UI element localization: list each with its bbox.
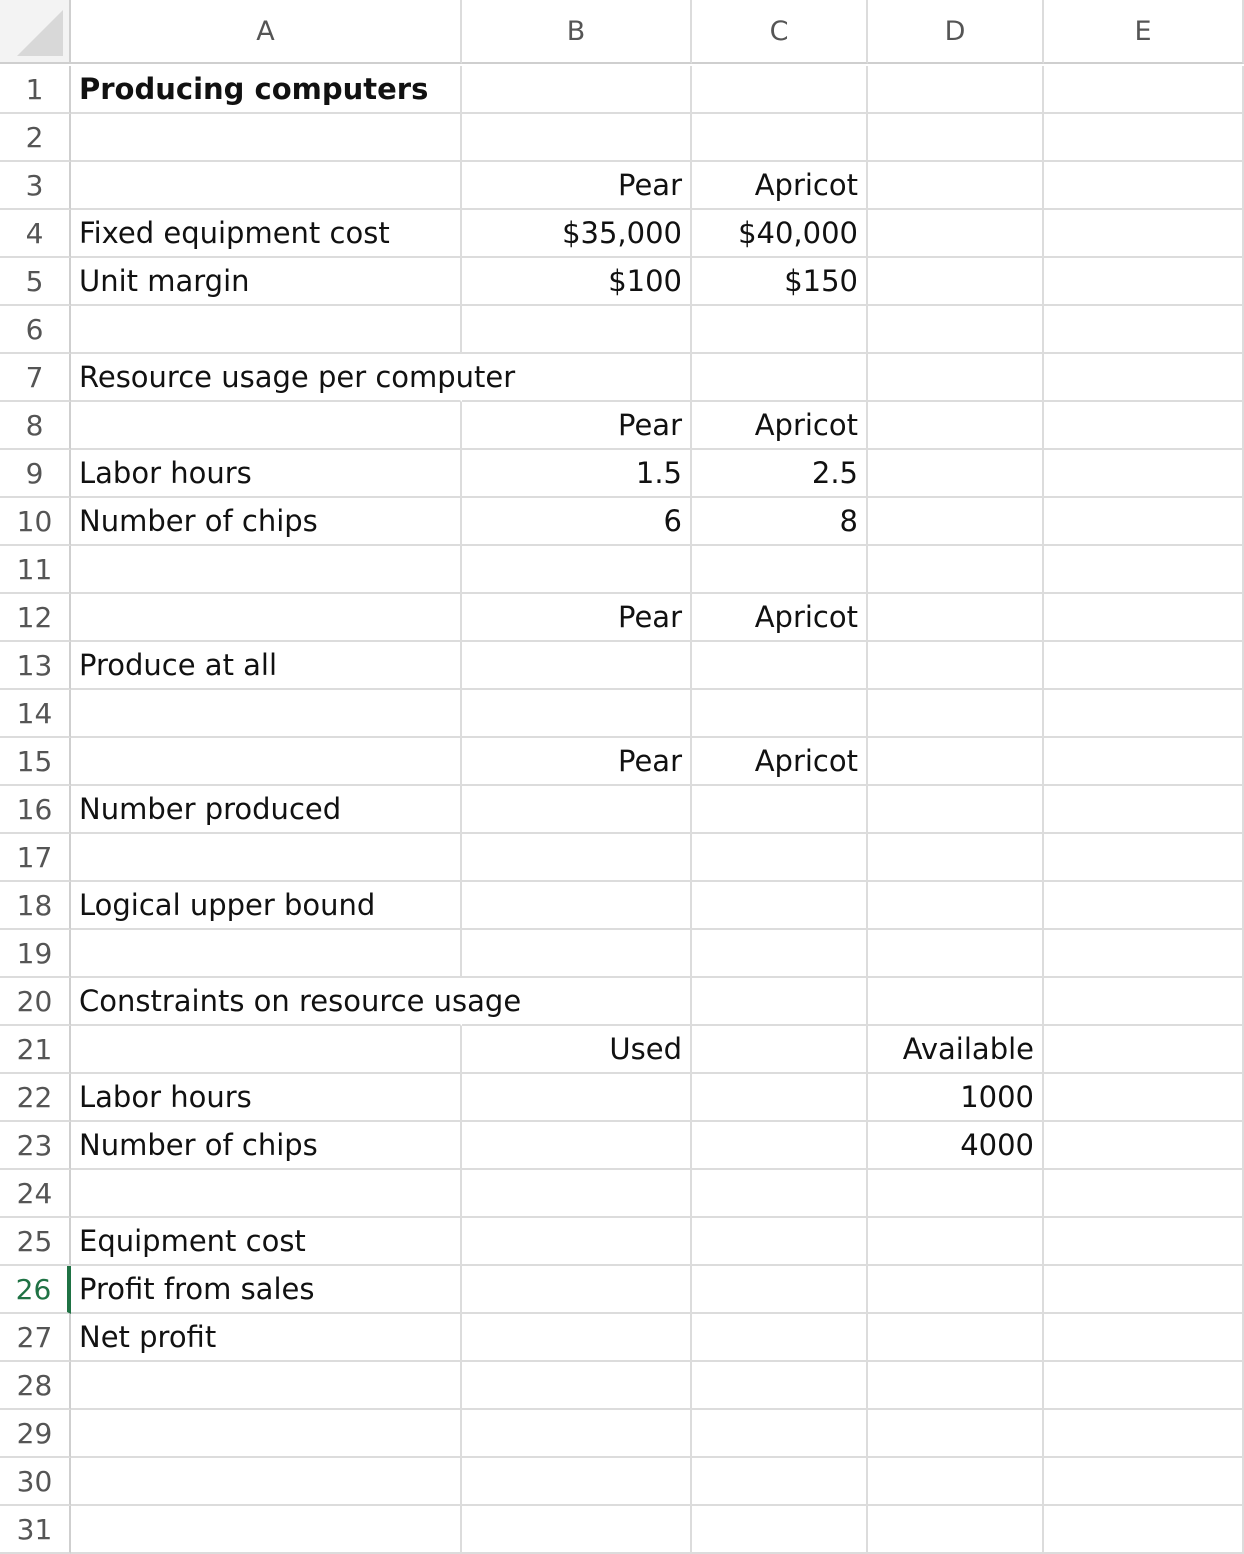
row-header-12[interactable]: 12 (0, 594, 71, 642)
cell-c16[interactable] (692, 786, 868, 834)
cell-d13[interactable] (868, 642, 1044, 690)
cell-d4[interactable] (868, 210, 1044, 258)
cell-c5[interactable]: $150 (692, 258, 868, 306)
cell-c26[interactable] (692, 1266, 868, 1314)
row-header-20[interactable]: 20 (0, 978, 71, 1026)
cell-a2[interactable] (71, 114, 462, 162)
row-header-28[interactable]: 28 (0, 1362, 71, 1410)
cell-c30[interactable] (692, 1458, 868, 1506)
cell-a30[interactable] (71, 1458, 462, 1506)
row-header-26[interactable]: 26 (0, 1266, 71, 1314)
cell-c21[interactable] (692, 1026, 868, 1074)
cell-e27[interactable] (1044, 1314, 1244, 1362)
cell-e24[interactable] (1044, 1170, 1244, 1218)
select-all-corner[interactable] (0, 0, 71, 64)
cell-b14[interactable] (462, 690, 692, 738)
cell-c3[interactable]: Apricot (692, 162, 868, 210)
row-header-15[interactable]: 15 (0, 738, 71, 786)
cell-b2[interactable] (462, 114, 692, 162)
cell-e3[interactable] (1044, 162, 1244, 210)
cell-b3[interactable]: Pear (462, 162, 692, 210)
cell-d28[interactable] (868, 1362, 1044, 1410)
cell-b13[interactable] (462, 642, 692, 690)
cell-e21[interactable] (1044, 1026, 1244, 1074)
column-header-d[interactable]: D (868, 0, 1044, 64)
cell-d29[interactable] (868, 1410, 1044, 1458)
cell-d10[interactable] (868, 498, 1044, 546)
cell-c9[interactable]: 2.5 (692, 450, 868, 498)
row-header-3[interactable]: 3 (0, 162, 71, 210)
cell-b6[interactable] (462, 306, 692, 354)
cell-b5[interactable]: $100 (462, 258, 692, 306)
row-header-31[interactable]: 31 (0, 1506, 71, 1554)
cell-a23[interactable]: Number of chips (71, 1122, 462, 1170)
cell-c2[interactable] (692, 114, 868, 162)
row-header-21[interactable]: 21 (0, 1026, 71, 1074)
row-header-25[interactable]: 25 (0, 1218, 71, 1266)
cell-c10[interactable]: 8 (692, 498, 868, 546)
cell-b10[interactable]: 6 (462, 498, 692, 546)
cell-b21[interactable]: Used (462, 1026, 692, 1074)
cell-b28[interactable] (462, 1362, 692, 1410)
row-header-8[interactable]: 8 (0, 402, 71, 450)
cell-a14[interactable] (71, 690, 462, 738)
cell-d24[interactable] (868, 1170, 1044, 1218)
cell-c11[interactable] (692, 546, 868, 594)
cell-b29[interactable] (462, 1410, 692, 1458)
cell-e5[interactable] (1044, 258, 1244, 306)
row-header-7[interactable]: 7 (0, 354, 71, 402)
cell-d23[interactable]: 4000 (868, 1122, 1044, 1170)
cell-e20[interactable] (1044, 978, 1244, 1026)
cell-c29[interactable] (692, 1410, 868, 1458)
cell-c22[interactable] (692, 1074, 868, 1122)
cell-a6[interactable] (71, 306, 462, 354)
cell-c1[interactable] (692, 66, 868, 114)
cell-e26[interactable] (1044, 1266, 1244, 1314)
column-header-b[interactable]: B (462, 0, 692, 64)
cell-e13[interactable] (1044, 642, 1244, 690)
cell-c13[interactable] (692, 642, 868, 690)
cell-d31[interactable] (868, 1506, 1044, 1554)
row-header-6[interactable]: 6 (0, 306, 71, 354)
cell-e28[interactable] (1044, 1362, 1244, 1410)
cell-c17[interactable] (692, 834, 868, 882)
cell-a9[interactable]: Labor hours (71, 450, 462, 498)
cell-b23[interactable] (462, 1122, 692, 1170)
cell-e4[interactable] (1044, 210, 1244, 258)
row-header-5[interactable]: 5 (0, 258, 71, 306)
cell-c6[interactable] (692, 306, 868, 354)
cell-a15[interactable] (71, 738, 462, 786)
cell-a24[interactable] (71, 1170, 462, 1218)
cell-a21[interactable] (71, 1026, 462, 1074)
cell-e1[interactable] (1044, 66, 1244, 114)
row-header-9[interactable]: 9 (0, 450, 71, 498)
cell-b30[interactable] (462, 1458, 692, 1506)
row-header-10[interactable]: 10 (0, 498, 71, 546)
row-header-22[interactable]: 22 (0, 1074, 71, 1122)
row-header-17[interactable]: 17 (0, 834, 71, 882)
row-header-29[interactable]: 29 (0, 1410, 71, 1458)
cell-a16[interactable]: Number produced (71, 786, 462, 834)
cell-a25[interactable]: Equipment cost (71, 1218, 462, 1266)
cell-c18[interactable] (692, 882, 868, 930)
cell-b9[interactable]: 1.5 (462, 450, 692, 498)
cell-e12[interactable] (1044, 594, 1244, 642)
cell-c28[interactable] (692, 1362, 868, 1410)
row-header-24[interactable]: 24 (0, 1170, 71, 1218)
cell-e2[interactable] (1044, 114, 1244, 162)
cell-b27[interactable] (462, 1314, 692, 1362)
cell-e14[interactable] (1044, 690, 1244, 738)
cell-e31[interactable] (1044, 1506, 1244, 1554)
cell-e30[interactable] (1044, 1458, 1244, 1506)
cell-d12[interactable] (868, 594, 1044, 642)
cell-d21[interactable]: Available (868, 1026, 1044, 1074)
cell-d7[interactable] (868, 354, 1044, 402)
cell-a26[interactable]: Profit from sales (71, 1266, 462, 1314)
cell-a5[interactable]: Unit margin (71, 258, 462, 306)
cell-a22[interactable]: Labor hours (71, 1074, 462, 1122)
cell-d20[interactable] (868, 978, 1044, 1026)
cell-d25[interactable] (868, 1218, 1044, 1266)
cell-d16[interactable] (868, 786, 1044, 834)
cell-d30[interactable] (868, 1458, 1044, 1506)
cell-a13[interactable]: Produce at all (71, 642, 462, 690)
cell-c14[interactable] (692, 690, 868, 738)
cell-c20[interactable] (692, 978, 868, 1026)
cell-e29[interactable] (1044, 1410, 1244, 1458)
row-header-30[interactable]: 30 (0, 1458, 71, 1506)
cell-a4[interactable]: Fixed equipment cost (71, 210, 462, 258)
cell-a8[interactable] (71, 402, 462, 450)
cell-a3[interactable] (71, 162, 462, 210)
cell-e11[interactable] (1044, 546, 1244, 594)
cell-a10[interactable]: Number of chips (71, 498, 462, 546)
cell-a19[interactable] (71, 930, 462, 978)
cell-c19[interactable] (692, 930, 868, 978)
cell-e7[interactable] (1044, 354, 1244, 402)
cell-b31[interactable] (462, 1506, 692, 1554)
cell-d9[interactable] (868, 450, 1044, 498)
cell-b17[interactable] (462, 834, 692, 882)
cell-c24[interactable] (692, 1170, 868, 1218)
cell-b16[interactable] (462, 786, 692, 834)
cell-b18[interactable] (462, 882, 692, 930)
cell-a12[interactable] (71, 594, 462, 642)
cell-e18[interactable] (1044, 882, 1244, 930)
column-header-c[interactable]: C (692, 0, 868, 64)
row-header-14[interactable]: 14 (0, 690, 71, 738)
cell-b4[interactable]: $35,000 (462, 210, 692, 258)
cell-d22[interactable]: 1000 (868, 1074, 1044, 1122)
row-header-4[interactable]: 4 (0, 210, 71, 258)
cell-b26[interactable] (462, 1266, 692, 1314)
row-header-16[interactable]: 16 (0, 786, 71, 834)
row-header-18[interactable]: 18 (0, 882, 71, 930)
row-header-27[interactable]: 27 (0, 1314, 71, 1362)
cell-a31[interactable] (71, 1506, 462, 1554)
cell-c27[interactable] (692, 1314, 868, 1362)
cell-a29[interactable] (71, 1410, 462, 1458)
cell-c12[interactable]: Apricot (692, 594, 868, 642)
cell-e8[interactable] (1044, 402, 1244, 450)
cell-d26[interactable] (868, 1266, 1044, 1314)
cell-a18[interactable]: Logical upper bound (71, 882, 462, 930)
cell-b22[interactable] (462, 1074, 692, 1122)
cell-c7[interactable] (692, 354, 868, 402)
row-header-19[interactable]: 19 (0, 930, 71, 978)
cell-a28[interactable] (71, 1362, 462, 1410)
cell-e25[interactable] (1044, 1218, 1244, 1266)
cell-a1[interactable]: Producing computers (71, 66, 462, 114)
row-header-2[interactable]: 2 (0, 114, 71, 162)
cell-e16[interactable] (1044, 786, 1244, 834)
cell-e9[interactable] (1044, 450, 1244, 498)
cell-c15[interactable]: Apricot (692, 738, 868, 786)
cell-b15[interactable]: Pear (462, 738, 692, 786)
cell-a11[interactable] (71, 546, 462, 594)
cell-d1[interactable] (868, 66, 1044, 114)
cell-d14[interactable] (868, 690, 1044, 738)
cell-c31[interactable] (692, 1506, 868, 1554)
cell-d27[interactable] (868, 1314, 1044, 1362)
cell-d3[interactable] (868, 162, 1044, 210)
cell-e23[interactable] (1044, 1122, 1244, 1170)
cell-b8[interactable]: Pear (462, 402, 692, 450)
cell-d8[interactable] (868, 402, 1044, 450)
cell-c25[interactable] (692, 1218, 868, 1266)
row-header-13[interactable]: 13 (0, 642, 71, 690)
cell-c8[interactable]: Apricot (692, 402, 868, 450)
cell-b19[interactable] (462, 930, 692, 978)
cell-b1[interactable] (462, 66, 692, 114)
cell-d18[interactable] (868, 882, 1044, 930)
row-header-1[interactable]: 1 (0, 66, 71, 114)
cell-d2[interactable] (868, 114, 1044, 162)
cell-e10[interactable] (1044, 498, 1244, 546)
cell-d5[interactable] (868, 258, 1044, 306)
cell-a27[interactable]: Net profit (71, 1314, 462, 1362)
cell-c23[interactable] (692, 1122, 868, 1170)
cell-e17[interactable] (1044, 834, 1244, 882)
row-header-23[interactable]: 23 (0, 1122, 71, 1170)
select-all-triangle-icon (17, 10, 63, 56)
cell-b25[interactable] (462, 1218, 692, 1266)
cell-e6[interactable] (1044, 306, 1244, 354)
cell-b12[interactable]: Pear (462, 594, 692, 642)
cell-c4[interactable]: $40,000 (692, 210, 868, 258)
cell-b11[interactable] (462, 546, 692, 594)
column-header-a[interactable]: A (71, 0, 462, 64)
cell-a7[interactable]: Resource usage per computer (71, 354, 462, 402)
cell-d15[interactable] (868, 738, 1044, 786)
cell-d6[interactable] (868, 306, 1044, 354)
cell-d11[interactable] (868, 546, 1044, 594)
cell-a17[interactable] (71, 834, 462, 882)
cell-d19[interactable] (868, 930, 1044, 978)
cell-e19[interactable] (1044, 930, 1244, 978)
cell-e22[interactable] (1044, 1074, 1244, 1122)
cell-e15[interactable] (1044, 738, 1244, 786)
row-header-11[interactable]: 11 (0, 546, 71, 594)
cell-d17[interactable] (868, 834, 1044, 882)
cell-b24[interactable] (462, 1170, 692, 1218)
column-header-e[interactable]: E (1044, 0, 1244, 64)
cell-a20[interactable]: Constraints on resource usage (71, 978, 462, 1026)
